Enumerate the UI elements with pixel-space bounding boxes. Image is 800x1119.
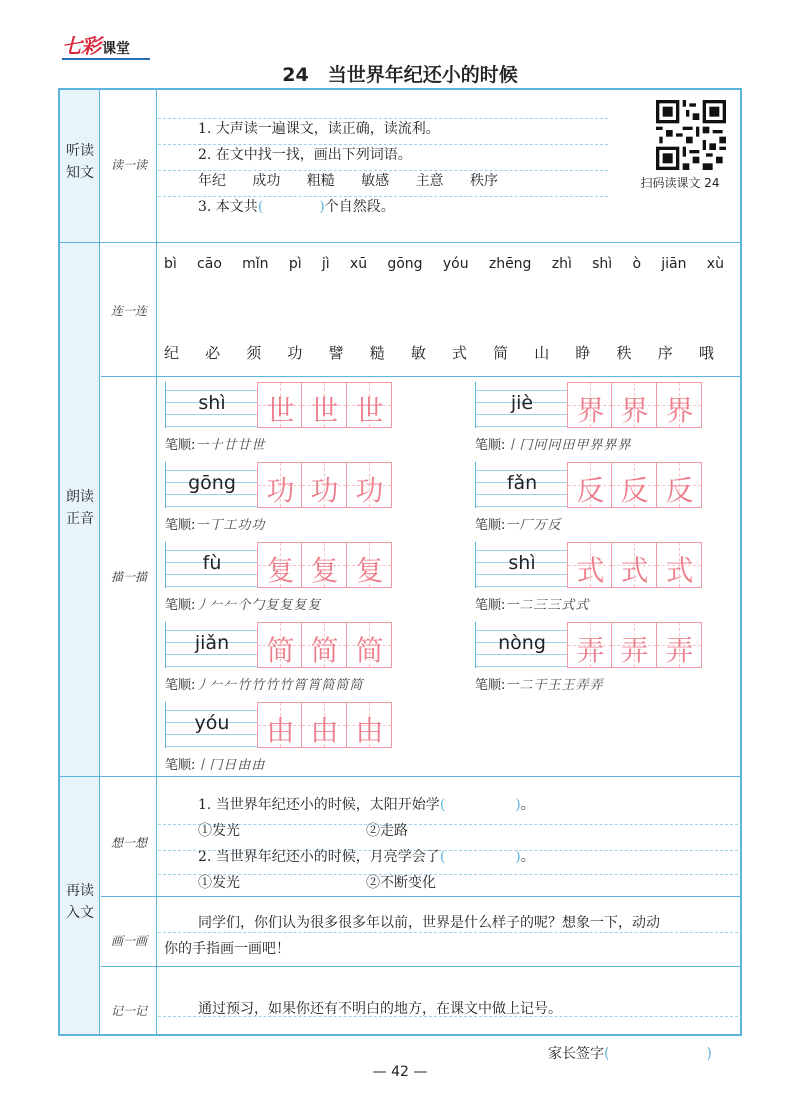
pinyin-guide	[476, 586, 568, 587]
stroke-order	[165, 434, 265, 453]
logo-sub: 课堂	[102, 41, 130, 57]
pinyin-guide	[476, 470, 568, 471]
trace-tile	[165, 462, 392, 508]
trace-character: 弄	[576, 634, 605, 667]
divider	[60, 776, 740, 777]
stroke-label: 笔顺:	[165, 438, 196, 453]
page-title: 24 当世界年纪还小的时候	[282, 64, 518, 86]
pinyin-box	[475, 382, 567, 428]
trace-cell[interactable]	[257, 702, 302, 748]
qr-code-icon[interactable]	[656, 100, 726, 170]
stroke-label: 笔顺:	[475, 678, 506, 693]
pinyin-guide	[166, 666, 258, 667]
divider	[101, 376, 740, 377]
stroke-order	[165, 674, 363, 693]
pinyin-guide	[166, 506, 258, 507]
stroke-label: 笔顺:	[165, 758, 196, 773]
stroke-order	[165, 514, 265, 533]
trace-cell[interactable]	[567, 462, 612, 508]
signature-field[interactable]: ( )	[604, 1046, 712, 1062]
trace-character: 式	[665, 554, 694, 587]
trace-cell[interactable]	[347, 462, 392, 508]
trace-cell[interactable]	[302, 622, 347, 668]
trace-pinyin: nòng	[498, 632, 546, 654]
pinyin-item[interactable]: jiān	[661, 256, 687, 272]
character-item[interactable]: 纪	[164, 344, 180, 362]
pinyin-guide	[166, 630, 258, 631]
pinyin-guide	[476, 654, 568, 655]
trace-character: 世	[266, 394, 295, 427]
read-instruction-2: 2. 在文中找一找，画出下列词语。	[198, 147, 412, 163]
stroke-order	[165, 594, 321, 613]
trace-cell[interactable]	[657, 382, 702, 428]
trace-pinyin: shì	[508, 552, 536, 574]
stroke-sequence: 一厂万反	[505, 518, 562, 533]
trace-cell[interactable]	[257, 462, 302, 508]
trace-pinyin: shì	[198, 392, 226, 414]
pinyin-guide	[476, 550, 568, 551]
section-label-listen: 听读知文	[66, 143, 94, 181]
brand-logo	[62, 30, 152, 62]
trace-cell[interactable]	[567, 542, 612, 588]
trace-pinyin: jiǎn	[194, 632, 230, 654]
trace-cell[interactable]	[657, 542, 702, 588]
stroke-label: 笔顺:	[165, 518, 196, 533]
trace-cell[interactable]	[347, 542, 392, 588]
pinyin-guide	[476, 414, 568, 415]
character-item[interactable]: 序	[657, 344, 673, 362]
answer-blank-2[interactable]: ( )	[439, 849, 521, 865]
stroke-sequence: 丨冂冋冋田甲界界界	[505, 438, 632, 453]
trace-character: 反	[576, 474, 605, 507]
word: 粗糙	[306, 173, 335, 189]
trace-tile	[475, 622, 702, 668]
trace-cell[interactable]	[567, 622, 612, 668]
trace-pinyin: jiè	[510, 392, 534, 414]
parent-signature	[548, 1043, 712, 1063]
trace-cell[interactable]	[347, 702, 392, 748]
pinyin-guide	[166, 710, 258, 711]
pinyin-item[interactable]: jì	[321, 256, 330, 272]
trace-cell[interactable]	[302, 462, 347, 508]
qr-caption: 扫码读课文 24	[640, 176, 720, 190]
pinyin-box	[475, 462, 567, 508]
signature-label: 家长签字	[548, 1046, 604, 1062]
sublabel-trace: 描一描	[110, 570, 147, 584]
stroke-sequence: 丿𠂉𠂉个勹复复复复	[195, 598, 322, 613]
stroke-label: 笔顺:	[475, 518, 506, 533]
pinyin-guide	[166, 550, 258, 551]
trace-character: 界	[620, 394, 649, 427]
stroke-sequence: 一丅工功功	[195, 518, 266, 533]
pinyin-item[interactable]: pì	[288, 256, 302, 272]
pinyin-guide	[476, 390, 568, 391]
trace-character: 反	[620, 474, 649, 507]
pinyin-item[interactable]: zhēng	[488, 256, 532, 272]
trace-character: 由	[310, 714, 339, 747]
pinyin-guide	[476, 630, 568, 631]
pinyin-item[interactable]: gōng	[387, 256, 423, 272]
pinyin-item[interactable]: ò	[632, 256, 642, 272]
trace-tile	[165, 622, 392, 668]
pinyin-item[interactable]: yóu	[442, 256, 469, 272]
sublabel-draw: 画一画	[110, 934, 147, 948]
stroke-order	[475, 434, 631, 453]
pinyin-item[interactable]: mǐn	[242, 256, 269, 272]
character-item[interactable]: 山	[534, 344, 550, 362]
trace-cell[interactable]	[302, 382, 347, 428]
think-option-2a[interactable]: ①发光	[198, 875, 240, 891]
character-item[interactable]: 睁	[575, 344, 591, 362]
trace-cell[interactable]	[612, 462, 657, 508]
stroke-sequence: 丿𠂉𠂉竹竹竹竹筲筲简简简	[195, 678, 364, 693]
character-item[interactable]: 秩	[616, 344, 632, 362]
page-number: — 42 —	[372, 1064, 428, 1080]
trace-character: 由	[355, 714, 384, 747]
trace-cell[interactable]	[257, 382, 302, 428]
trace-character: 功	[355, 474, 384, 507]
character-item[interactable]: 须	[246, 344, 262, 362]
trace-cell[interactable]	[567, 382, 612, 428]
divider	[101, 966, 740, 967]
stroke-order	[475, 514, 561, 533]
word: 主意	[415, 173, 444, 189]
pinyin-guide	[476, 666, 568, 667]
stroke-label: 笔顺:	[165, 678, 196, 693]
trace-character: 功	[310, 474, 339, 507]
trace-tile	[165, 382, 392, 428]
trace-character: 复	[310, 554, 339, 587]
logo-brand: 七彩	[62, 34, 100, 58]
word: 秩序	[469, 173, 498, 189]
trace-tile	[475, 462, 702, 508]
pinyin-guide	[166, 574, 258, 575]
character-row	[164, 342, 714, 363]
word-list	[198, 170, 498, 190]
think-option-1a[interactable]: ①发光	[198, 823, 240, 839]
guide-line	[158, 824, 738, 825]
trace-cell[interactable]	[612, 622, 657, 668]
pinyin-box	[165, 622, 257, 668]
pinyin-guide	[166, 746, 258, 747]
trace-character: 式	[576, 554, 605, 587]
section-label-reread: 再读入文	[66, 883, 94, 921]
pinyin-item[interactable]: xū	[349, 256, 368, 272]
word: 敏感	[361, 173, 390, 189]
stroke-sequence: 一二干王王弄弄	[505, 678, 604, 693]
trace-character: 反	[665, 474, 694, 507]
pinyin-guide	[166, 586, 258, 587]
think-option-2b[interactable]: ②不断变化	[366, 875, 436, 891]
pinyin-guide	[166, 470, 258, 471]
trace-character: 弄	[665, 634, 694, 667]
trace-pinyin: yóu	[194, 712, 230, 734]
trace-cell[interactable]	[257, 542, 302, 588]
trace-character: 简	[266, 634, 295, 667]
pinyin-row	[164, 256, 724, 272]
trace-tile	[165, 702, 392, 748]
sublabel-connect: 连一连	[110, 304, 147, 318]
trace-character: 由	[266, 714, 295, 747]
trace-character: 功	[266, 474, 295, 507]
draw-prompt-line-1: 同学们，你们认为很多很多年以前，世界是什么样子的呢？想象一下，动动	[198, 915, 660, 931]
trace-cell[interactable]	[612, 382, 657, 428]
sublabel-read: 读一读	[110, 158, 147, 172]
trace-character: 简	[310, 634, 339, 667]
pinyin-item[interactable]: zhì	[551, 256, 572, 272]
character-item[interactable]: 糙	[369, 344, 385, 362]
stroke-label: 笔顺:	[475, 438, 506, 453]
pinyin-box	[165, 382, 257, 428]
pinyin-guide	[476, 494, 568, 495]
pinyin-item[interactable]: shì	[592, 256, 613, 272]
read-instruction-3: 3. 本文共( )个自然段。	[198, 199, 395, 215]
pinyin-box	[165, 542, 257, 588]
think-question-2: 2. 当世界年纪还小的时候，月亮学会了( )。	[198, 849, 535, 865]
trace-tile	[475, 542, 702, 588]
worksheet-frame	[58, 88, 742, 1036]
pinyin-guide	[166, 426, 258, 427]
trace-pinyin: fǎn	[506, 472, 538, 494]
think-question-1: 1. 当世界年纪还小的时候，太阳开始学( )。	[198, 797, 535, 813]
trace-cell[interactable]	[257, 622, 302, 668]
divider	[101, 896, 740, 897]
trace-cell[interactable]	[347, 382, 392, 428]
draw-prompt-line-2: 你的手指画一画吧！	[164, 941, 290, 957]
trace-character: 式	[620, 554, 649, 587]
stroke-sequence: 一十廿廿世	[195, 438, 266, 453]
mark-instruction: 通过预习，如果你还有不明白的地方，在课文中做上记号。	[198, 1001, 562, 1017]
sublabel-mark: 记一记	[110, 1004, 147, 1018]
pinyin-guide	[166, 734, 258, 735]
stroke-sequence: 一二三三式式	[505, 598, 590, 613]
trace-tile	[475, 382, 702, 428]
trace-pinyin: gōng	[188, 472, 236, 494]
trace-character: 复	[266, 554, 295, 587]
character-item[interactable]: 譬	[328, 344, 344, 362]
character-item[interactable]: 敏	[410, 344, 426, 362]
guide-line	[158, 874, 738, 875]
trace-cell[interactable]	[347, 622, 392, 668]
trace-character: 界	[665, 394, 694, 427]
character-item[interactable]: 必	[205, 344, 221, 362]
trace-character: 弄	[620, 634, 649, 667]
answer-blank-1[interactable]: ( )	[439, 797, 521, 813]
character-item[interactable]: 哦	[698, 344, 714, 362]
pinyin-item[interactable]: bì	[164, 256, 177, 272]
stroke-order	[165, 754, 265, 773]
trace-character: 简	[355, 634, 384, 667]
word: 成功	[252, 173, 281, 189]
subsection-column	[101, 90, 157, 1034]
trace-cell[interactable]	[302, 702, 347, 748]
trace-character: 界	[576, 394, 605, 427]
pinyin-box	[165, 462, 257, 508]
trace-character: 世	[310, 394, 339, 427]
stroke-sequence: 丨冂日由由	[195, 758, 266, 773]
divider	[60, 242, 740, 243]
pinyin-box	[475, 542, 567, 588]
pinyin-guide	[166, 654, 258, 655]
think-option-1b[interactable]: ②走路	[366, 823, 408, 839]
trace-cell[interactable]	[612, 542, 657, 588]
trace-character: 复	[355, 554, 384, 587]
paragraph-count-blank[interactable]: ( )	[257, 199, 325, 215]
pinyin-guide	[476, 426, 568, 427]
trace-tile	[165, 542, 392, 588]
pinyin-item[interactable]: cāo	[197, 256, 222, 272]
section-label-read-aloud: 朗读正音	[66, 489, 94, 527]
pinyin-item[interactable]: xù	[706, 256, 724, 272]
trace-character: 世	[355, 394, 384, 427]
pinyin-guide	[166, 390, 258, 391]
read-instruction-1: 1. 大声读一遍课文，读正确，读流利。	[198, 121, 440, 137]
stroke-label: 笔顺:	[475, 598, 506, 613]
stroke-order	[475, 594, 589, 613]
trace-cell[interactable]	[302, 542, 347, 588]
pinyin-guide	[166, 414, 258, 415]
pinyin-guide	[166, 494, 258, 495]
pinyin-guide	[476, 574, 568, 575]
trace-cell[interactable]	[657, 462, 702, 508]
stroke-label: 笔顺:	[165, 598, 196, 613]
pinyin-guide	[476, 506, 568, 507]
character-item[interactable]: 功	[287, 344, 303, 362]
character-item[interactable]: 简	[493, 344, 509, 362]
guide-line	[158, 932, 738, 933]
character-item[interactable]: 式	[451, 344, 467, 362]
trace-pinyin: fù	[202, 552, 222, 574]
trace-cell[interactable]	[657, 622, 702, 668]
pinyin-box	[165, 702, 257, 748]
word: 年纪	[198, 173, 226, 189]
pinyin-box	[475, 622, 567, 668]
sublabel-think: 想一想	[110, 836, 147, 850]
stroke-order	[475, 674, 603, 693]
